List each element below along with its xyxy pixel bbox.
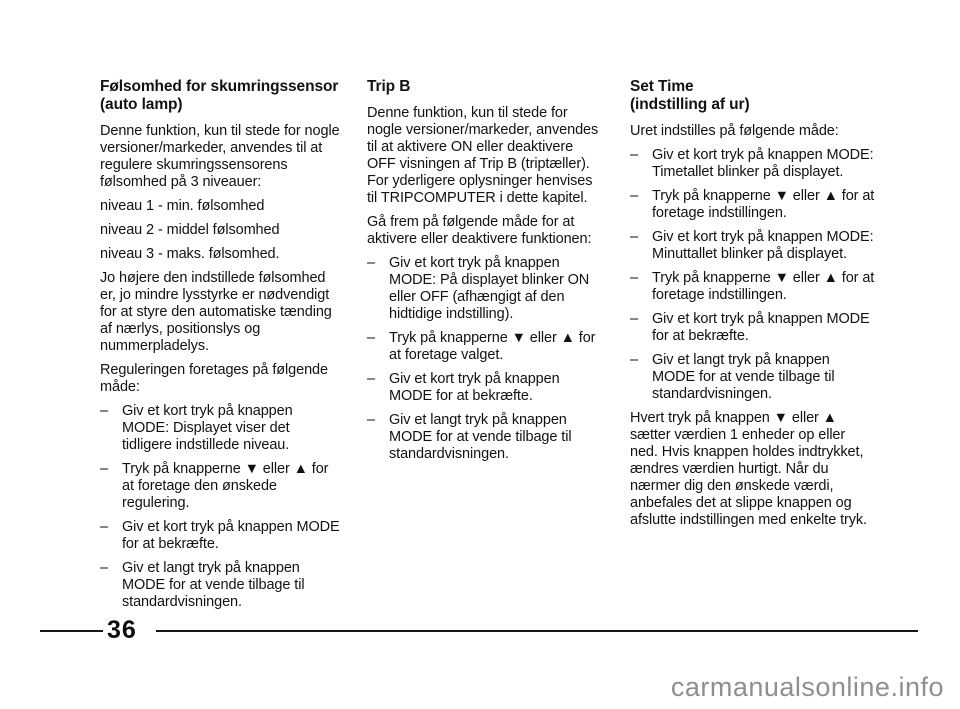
list-item-text: Giv et langt tryk på knappen MODE for at vende tilbage til standardvisningen. bbox=[389, 412, 572, 462]
column-3 bbox=[630, 78, 876, 536]
list-item-text: Tryk på knapperne ▼ eller ▲ for at foretage valget. bbox=[389, 330, 596, 363]
list-item bbox=[630, 229, 876, 263]
dash-marker: – bbox=[630, 311, 638, 327]
list-item bbox=[630, 147, 876, 181]
list-item-text: Giv et kort tryk på knappen MODE: På displayet blinker ON eller OFF (afhængigt af den hidtidige indstilling). bbox=[389, 255, 590, 322]
dash-marker: – bbox=[100, 519, 108, 535]
list-item-text: Giv et kort tryk på knappen MODE for at bekræfte. bbox=[389, 371, 560, 404]
heading-line: Set Time bbox=[630, 78, 694, 95]
list-item-text: Tryk på knapperne ▼ eller ▲ for at foretage indstillingen. bbox=[652, 270, 875, 303]
dash-marker: – bbox=[100, 560, 108, 576]
dash-marker: – bbox=[630, 229, 638, 245]
dash-marker: – bbox=[630, 270, 638, 286]
list-item bbox=[630, 352, 876, 403]
watermark: carmanualsonline.info bbox=[670, 672, 944, 702]
paragraph: Jo højere den indstillede følsomhed er, jo mindre lysstyrke er nødvendigt for at styre den automatiske tænding af nærlys, positionslys og nummerpladelys. bbox=[100, 270, 332, 354]
dash-marker: – bbox=[100, 461, 108, 477]
paragraph: niveau 1 - min. følsomhed bbox=[100, 198, 265, 214]
dash-marker: – bbox=[367, 255, 375, 271]
column-1 bbox=[100, 78, 340, 618]
list-item-text: Giv et kort tryk på knappen MODE: Timetallet blinker på displayet. bbox=[652, 147, 874, 180]
list-item-text: Tryk på knapperne ▼ eller ▲ for at foretage indstillingen. bbox=[652, 188, 875, 221]
list-item bbox=[367, 330, 605, 364]
dash-marker: – bbox=[367, 330, 375, 346]
list-item bbox=[100, 519, 340, 553]
paragraph: Denne funktion, kun til stede for nogle versioner/markeder, anvendes til at regulere skumringssensorens følsomhed på 3 niveauer: bbox=[100, 123, 340, 190]
list-item-text: Giv et kort tryk på knappen MODE: Displayet viser det tidligere indstillede niveau. bbox=[122, 403, 293, 453]
paragraph: Reguleringen foretages på følgende måde: bbox=[100, 362, 328, 395]
section-heading bbox=[630, 78, 876, 114]
list-item-text: Giv et kort tryk på knappen MODE: Minuttallet blinker på displayet. bbox=[652, 229, 874, 262]
list-item bbox=[100, 403, 340, 454]
page-number: 36 bbox=[107, 616, 137, 644]
column-2 bbox=[367, 78, 605, 470]
dash-marker: – bbox=[630, 352, 638, 368]
list-item bbox=[100, 461, 340, 512]
list-item bbox=[630, 311, 876, 345]
list-item-text: Giv et kort tryk på knappen MODE for at bekræfte. bbox=[122, 519, 340, 552]
paragraph: Hvert tryk på knappen ▼ eller ▲ sætter værdien 1 enheder op eller ned. Hvis knappen holdes indtrykket, ændres værdien hurtigt. Når du nærmer dig den ønskede værdi, anbefales det at slippe knappen og afslutte indstillingen med enkelte tryk. bbox=[630, 410, 867, 528]
list-item bbox=[367, 255, 605, 323]
section-heading bbox=[367, 78, 605, 96]
list-item-text: Giv et langt tryk på knappen MODE for at vende tilbage til standardvisningen. bbox=[652, 352, 835, 402]
list-item bbox=[630, 188, 876, 222]
paragraph: Gå frem på følgende måde for at aktivere eller deaktivere funktionen: bbox=[367, 214, 592, 247]
section-heading bbox=[100, 78, 340, 114]
footer-rule-left bbox=[40, 630, 103, 632]
list-item-text: Giv et kort tryk på knappen MODE for at bekræfte. bbox=[652, 311, 870, 344]
list-item bbox=[630, 270, 876, 304]
heading-line: Følsomhed for skumringssensor bbox=[100, 78, 339, 95]
footer-rule-right bbox=[156, 630, 918, 632]
dash-marker: – bbox=[367, 412, 375, 428]
dash-marker: – bbox=[630, 147, 638, 163]
heading-line: (indstilling af ur) bbox=[630, 96, 750, 113]
list-item-text: Giv et langt tryk på knappen MODE for at vende tilbage til standardvisningen. bbox=[122, 560, 305, 610]
paragraph: Uret indstilles på følgende måde: bbox=[630, 123, 839, 139]
list-item-text: Tryk på knapperne ▼ eller ▲ for at foretage den ønskede regulering. bbox=[122, 461, 329, 511]
paragraph: Denne funktion, kun til stede for nogle versioner/markeder, anvendes til at aktivere ON eller deaktivere OFF visningen af Trip B (triptæller). For yderligere oplysninger henvises til TRIPCOMPUTER i dette kapitel. bbox=[367, 105, 599, 206]
dash-marker: – bbox=[630, 188, 638, 204]
list-item bbox=[367, 412, 605, 463]
heading-line: (auto lamp) bbox=[100, 96, 183, 113]
heading-line: Trip B bbox=[367, 78, 411, 95]
paragraph: niveau 3 - maks. følsomhed. bbox=[100, 246, 280, 262]
list-item bbox=[100, 560, 340, 611]
dash-marker: – bbox=[100, 403, 108, 419]
paragraph: niveau 2 - middel følsomhed bbox=[100, 222, 280, 238]
list-item bbox=[367, 371, 605, 405]
dash-marker: – bbox=[367, 371, 375, 387]
